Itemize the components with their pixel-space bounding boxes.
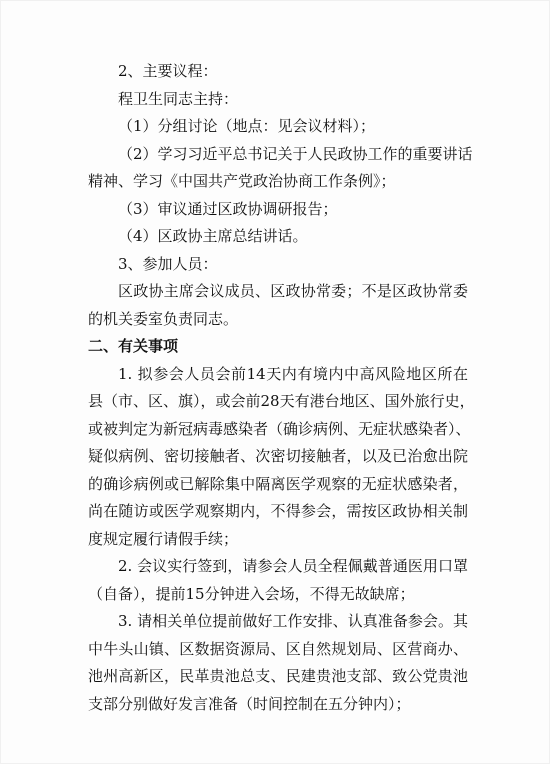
text-line: （1）分组讨论（地点：见会议材料）；	[118, 117, 376, 135]
text-line: 支部分别做好发言准备（时间控制在五分钟内）；	[88, 694, 411, 713]
document-body	[88, 58, 475, 718]
text-line: 2. 会议实行签到，请参会人员全程佩戴普通医用口罩	[118, 557, 468, 575]
text-line: （3）审议通过区政协调研报告；	[118, 199, 338, 218]
text-line: 3. 请相关单位提前做好工作安排、认真准备参会。其	[118, 612, 468, 630]
text-line: 中牛头山镇、区数据资源局、区自然规划局、区营商办、	[88, 639, 468, 658]
text-line: 疑似病例、密切接触者、次密切接触者，以及已治愈出院	[88, 447, 468, 465]
text-line: 度规定履行请假手续；	[88, 529, 239, 548]
text-line: 尚在随访或医学观察期内，不得参会，需按区政协相关制	[88, 502, 468, 520]
section-heading: 二、有关事项	[88, 337, 179, 355]
text-line: （自备），提前15分钟进入会场，不得无故缺席；	[88, 584, 415, 603]
text-line: 或被判定为新冠病毒感染者（确诊病例、无症状感染者）、	[88, 419, 471, 438]
text-line: 3、参加人员：	[118, 254, 218, 273]
text-line: 2、主要议程：	[118, 62, 218, 80]
text-line: 的机关委室负责同志。	[88, 309, 239, 328]
text-line: 的确诊病例或已解除集中隔离医学观察的无症状感染者，	[88, 474, 468, 493]
text-line: （2）学习习近平总书记关于人民政协工作的重要讲话	[118, 144, 473, 163]
text-line: 1. 拟参会人员会前14天内有境内中高风险地区所在	[118, 364, 468, 383]
text-line: 池州高新区，民革贵池总支、民建贵池支部、致公党贵池	[88, 667, 468, 685]
text-line: 精神、学习《中国共产党政治协商工作条例》；	[88, 172, 396, 190]
text-line: 区政协主席会议成员、区政协常委；不是区政协常委	[118, 282, 468, 300]
text-line: （4）区政协主席总结讲话。	[118, 227, 308, 245]
text-line: 县（市、区、旗），或会前28天有港台地区、国外旅行史，	[88, 392, 475, 410]
text-line: 程卫生同志主持：	[118, 89, 239, 108]
